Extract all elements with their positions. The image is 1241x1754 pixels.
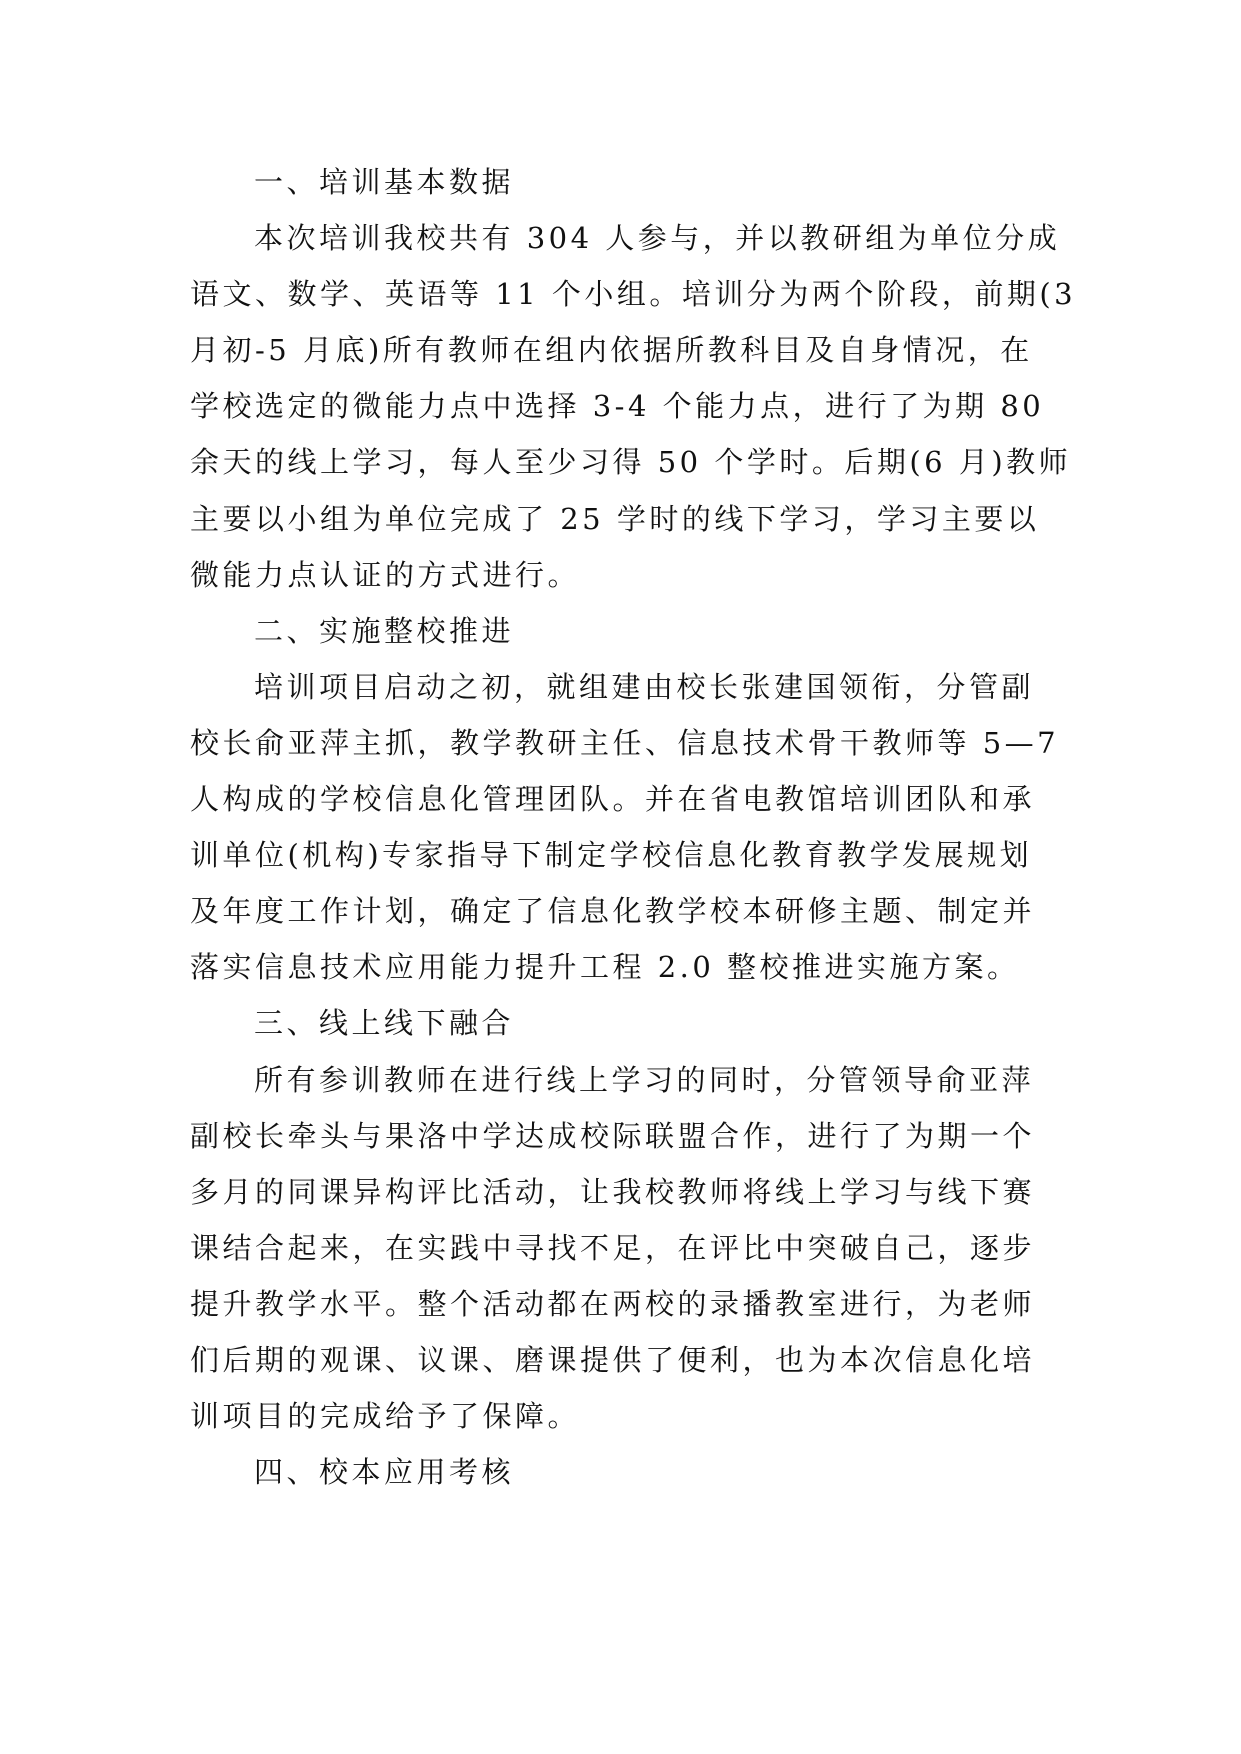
paragraph-line: 本次培训我校共有 304 人参与，并以教研组为单位分成 xyxy=(254,221,1061,256)
section-heading: 三、线上线下融合 xyxy=(254,1006,515,1041)
paragraph-line: 人构成的学校信息化管理团队。并在省电教馆培训团队和承 xyxy=(190,782,1036,817)
paragraph-line: 学校选定的微能力点中选择 3-4 个能力点，进行了为期 80 xyxy=(190,389,1045,424)
paragraph-line: 语文、数学、英语等 11 个小组。培训分为两个阶段，前期(3 xyxy=(190,277,1077,312)
paragraph-line: 多月的同课异构评比活动，让我校教师将线上学习与线下赛 xyxy=(190,1174,1036,1209)
section-heading: 四、校本应用考核 xyxy=(254,1455,515,1490)
paragraph-line: 们后期的观课、议课、磨课提供了便利，也为本次信息化培 xyxy=(190,1342,1036,1377)
paragraph-line: 副校长牵头与果洛中学达成校际联盟合作，进行了为期一个 xyxy=(190,1118,1036,1153)
paragraph-line: 培训项目启动之初，就组建由校长张建国领衔，分管副 xyxy=(254,669,1035,704)
paragraph-line: 落实信息技术应用能力提升工程 2.0 整校推进实施方案。 xyxy=(190,950,1020,985)
paragraph-line: 月初-5 月底)所有教师在组内依据所教科目及自身情况，在 xyxy=(190,333,1033,368)
paragraph-line: 训项目的完成给予了保障。 xyxy=(190,1399,581,1434)
paragraph-line: 提升教学水平。整个活动都在两校的录播教室进行，为老师 xyxy=(190,1286,1036,1321)
paragraph-line: 微能力点认证的方式进行。 xyxy=(190,557,581,592)
paragraph-line: 主要以小组为单位完成了 25 学时的线下学习，学习主要以 xyxy=(190,501,1040,536)
document-body xyxy=(190,154,1077,1500)
section-heading: 一、培训基本数据 xyxy=(254,165,515,199)
paragraph-line: 及年度工作计划，确定了信息化教学校本研修主题、制定并 xyxy=(190,894,1036,929)
paragraph-line: 训单位(机构)专家指导下制定学校信息化教育教学发展规划 xyxy=(190,838,1033,873)
section-heading: 二、实施整校推进 xyxy=(254,613,515,648)
paragraph-line: 所有参训教师在进行线上学习的同时，分管领导俞亚萍 xyxy=(254,1062,1035,1097)
paragraph-line: 课结合起来，在实践中寻找不足，在评比中突破自己，逐步 xyxy=(190,1230,1036,1265)
paragraph-line: 余天的线上学习，每人至少习得 50 个学时。后期(6 月)教师 xyxy=(190,445,1072,480)
paragraph-line: 校长俞亚萍主抓，教学教研主任、信息技术骨干教师等 5—7 xyxy=(190,725,1060,760)
